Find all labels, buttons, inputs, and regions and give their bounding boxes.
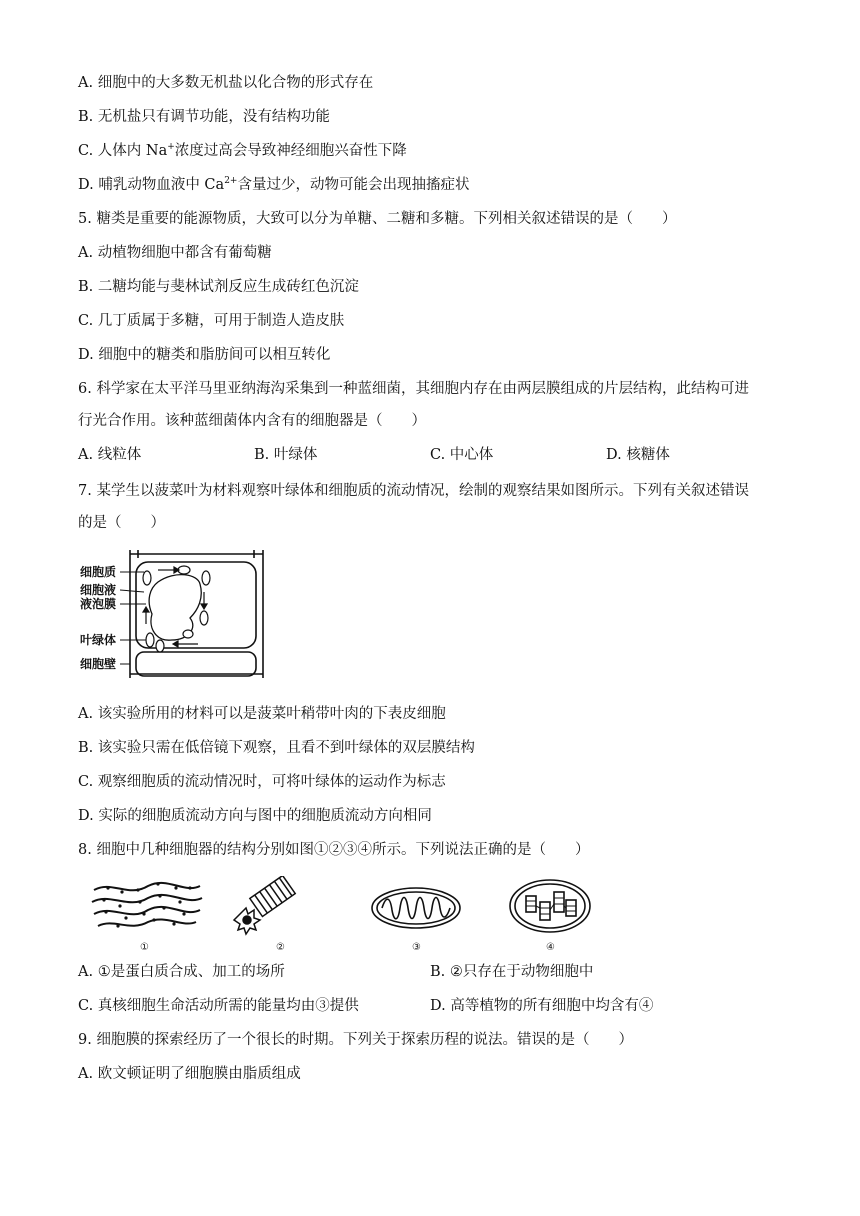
mitochondrion-drawing xyxy=(372,888,460,928)
rough-er-drawing xyxy=(92,882,202,927)
caption-3: ③ xyxy=(412,942,421,953)
centriole-drawing xyxy=(234,876,295,934)
q4-option-d xyxy=(78,175,469,195)
q5-option-a: A. 动植物细胞中都含有葡萄糖 xyxy=(78,245,272,261)
q7-stem-line2: 的是（ ） xyxy=(78,515,165,531)
q4-option-c-text-2: 浓度过高会导致神经细胞兴奋性下降 xyxy=(174,143,407,159)
chloroplast-drawing xyxy=(510,880,590,932)
q5-stem: 5. 糖类是重要的能源物质，大致可以分为单糖、二糖和多糖。下列相关叙述错误的是（ ） xyxy=(78,211,677,227)
q6-option-b: B. 叶绿体 xyxy=(254,447,318,463)
label-chloroplast: 叶绿体 xyxy=(80,633,117,647)
q4-option-d-text: D. 哺乳动物血液中 Ca xyxy=(78,177,225,193)
q4-option-c xyxy=(78,141,407,161)
label-cell-sap: 细胞液 xyxy=(80,583,117,597)
q4-option-d-text-2: 含量过少，动物可能会出现抽搐症状 xyxy=(237,177,470,193)
q5-option-c: C. 几丁质属于多糖，可用于制造人造皮肤 xyxy=(78,313,345,329)
q4-option-a: A. 细胞中的大多数无机盐以化合物的形式存在 xyxy=(78,75,374,91)
q9-stem: 9. 细胞膜的探索经历了一个很长的时期。下列关于探索历程的说法。错误的是（ ） xyxy=(78,1032,633,1048)
ca-charge: 2+ xyxy=(224,176,238,187)
q7-option-b: B. 该实验只需在低倍镜下观察，且看不到叶绿体的双层膜结构 xyxy=(78,740,475,756)
q8-option-d: D. 高等植物的所有细胞中均含有④ xyxy=(430,998,654,1014)
q4-option-b: B. 无机盐只有调节功能，没有结构功能 xyxy=(78,109,330,125)
label-cell-wall: 细胞壁 xyxy=(80,657,117,671)
q5-option-d: D. 细胞中的糖类和脂肪间可以相互转化 xyxy=(78,347,331,363)
q5-option-b: B. 二糖均能与斐林试剂反应生成砖红色沉淀 xyxy=(78,279,359,295)
q6-stem-line1: 6. 科学家在太平洋马里亚纳海沟采集到一种蓝细菌，其细胞内存在由两层膜组成的片层结构，此结构可进 xyxy=(78,381,749,397)
q6-option-c: C. 中心体 xyxy=(430,447,494,463)
q7-option-d: D. 实际的细胞质流动方向与图中的细胞质流动方向相同 xyxy=(78,808,432,824)
organelles-figure xyxy=(88,876,608,956)
label-tonoplast: 液泡膜 xyxy=(80,597,117,611)
q8-option-c: C. 真核细胞生命活动所需的能量均由③提供 xyxy=(78,998,359,1014)
q7-option-a: A. 该实验所用的材料可以是菠菜叶稍带叶肉的下表皮细胞 xyxy=(78,706,446,722)
cytoplasm-flow-figure xyxy=(80,548,266,678)
q6-option-a: A. 线粒体 xyxy=(78,447,142,463)
q8-option-a: A. ①是蛋白质合成、加工的场所 xyxy=(78,964,285,980)
q7-option-c: C. 观察细胞质的流动情况时，可将叶绿体的运动作为标志 xyxy=(78,774,446,790)
q9-option-a: A. 欧文顿证明了细胞膜由脂质组成 xyxy=(78,1066,301,1082)
na-charge: + xyxy=(167,142,175,153)
caption-4: ④ xyxy=(546,942,555,953)
q8-stem: 8. 细胞中几种细胞器的结构分别如图①②③④所示。下列说法正确的是（ ） xyxy=(78,842,590,858)
label-cytoplasm: 细胞质 xyxy=(80,565,117,579)
q6-option-d: D. 核糖体 xyxy=(606,447,670,463)
q4-option-c-text: C. 人体内 Na xyxy=(78,143,168,159)
q8-option-b: B. ②只存在于动物细胞中 xyxy=(430,964,594,980)
caption-2: ② xyxy=(276,942,285,953)
caption-1: ① xyxy=(140,942,149,953)
q6-stem-line2: 行光合作用。该种蓝细菌体内含有的细胞器是（ ） xyxy=(78,413,426,429)
q7-stem-line1: 7. 某学生以菠菜叶为材料观察叶绿体和细胞质的流动情况，绘制的观察结果如图所示。下列有关叙述错误 xyxy=(78,483,749,499)
